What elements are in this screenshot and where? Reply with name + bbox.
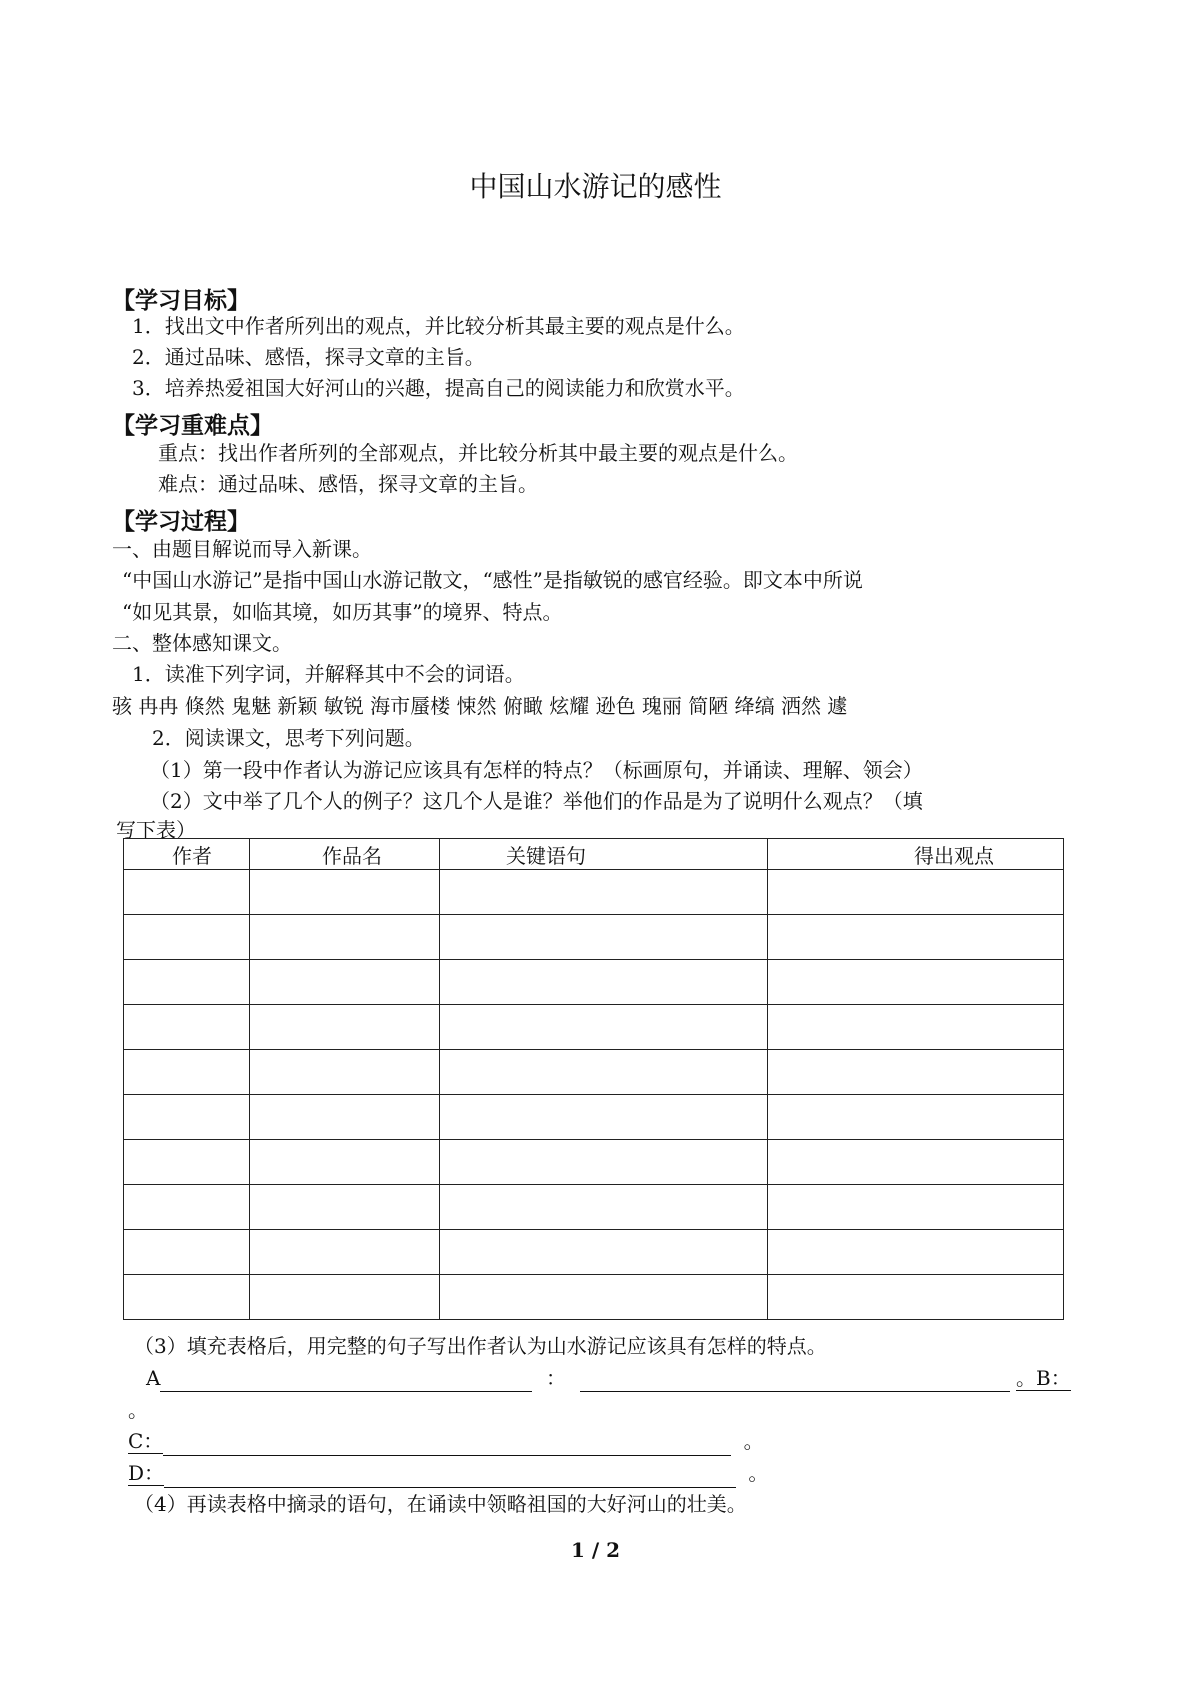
answer-line-a-continued: [580, 1364, 1010, 1392]
table-cell[interactable]: [124, 1185, 250, 1230]
answer-b-label-text: 。B：: [1016, 1366, 1071, 1390]
table-cell[interactable]: [768, 1140, 1064, 1185]
difficult-point: 难点：通过品味、感悟，探寻文章的主旨。: [158, 472, 538, 496]
table-cell[interactable]: [250, 1140, 440, 1185]
table-cell[interactable]: [250, 1230, 440, 1275]
table-header-row: [124, 839, 1064, 870]
process-step-2: 二、整体感知课文。: [112, 631, 292, 655]
table-cell[interactable]: [250, 1050, 440, 1095]
table-cell[interactable]: [440, 1275, 768, 1320]
goal-item-2: 2．通过品味、感悟，探寻文章的主旨。: [132, 345, 485, 369]
vocab-instruction: 1．读准下列字词，并解释其中不会的词语。: [132, 662, 525, 686]
table-row: [124, 1230, 1064, 1275]
table-cell[interactable]: [768, 1230, 1064, 1275]
table-cell[interactable]: [440, 915, 768, 960]
answer-a-colon: ：: [546, 1366, 566, 1390]
table-cell[interactable]: [440, 1230, 768, 1275]
table-row: [124, 1050, 1064, 1095]
table-cell[interactable]: [250, 1185, 440, 1230]
table-cell[interactable]: [768, 960, 1064, 1005]
table-cell[interactable]: [768, 1050, 1064, 1095]
table-cell[interactable]: [440, 1140, 768, 1185]
table-cell[interactable]: [440, 960, 768, 1005]
answer-a-label: A: [146, 1366, 161, 1390]
key-point: 重点：找出作者所列的全部观点，并比较分析其中最主要的观点是什么。: [158, 441, 798, 465]
answer-line-c: [128, 1427, 764, 1456]
answer-a-blank[interactable]: [160, 1369, 532, 1392]
table-cell[interactable]: [250, 870, 440, 915]
vocab-list: 骇 冉冉 倏然 鬼魅 新颖 敏锐 海市蜃楼 悚然 俯瞰 炫耀 逊色 瑰丽 简陋 绛缟 洒然 遽: [112, 694, 848, 718]
table-cell[interactable]: [250, 1275, 440, 1320]
table-cell[interactable]: [124, 960, 250, 1005]
table-cell[interactable]: [124, 1230, 250, 1275]
question-2-line-2: 写下表）: [116, 818, 196, 842]
page-title: 中国山水游记的感性: [469, 170, 722, 203]
goal-item-3: 3．培养热爱祖国大好河山的兴趣，提高自己的阅读能力和欣赏水平。: [132, 376, 745, 400]
answer-c-blank[interactable]: [163, 1433, 731, 1456]
table-cell[interactable]: [250, 960, 440, 1005]
table-cell[interactable]: [250, 1005, 440, 1050]
answer-d-end: 。: [748, 1461, 769, 1485]
table-row: [124, 1095, 1064, 1140]
key-points-heading: 【学习重难点】: [112, 413, 273, 439]
process-step-1: 一、由题目解说而导入新课。: [112, 537, 372, 561]
table-cell[interactable]: [124, 870, 250, 915]
table-cell[interactable]: [440, 1005, 768, 1050]
column-header: [124, 839, 250, 870]
table-cell[interactable]: [124, 1140, 250, 1185]
table-cell[interactable]: [124, 1050, 250, 1095]
header-author: 作者: [172, 843, 212, 868]
table-row: [124, 1185, 1064, 1230]
question-1: （1）第一段中作者认为游记应该具有怎样的特点？（标画原句，并诵读、理解、领会）: [150, 758, 923, 782]
reading-instruction: 2．阅读课文，思考下列问题。: [152, 726, 425, 750]
table-cell[interactable]: [440, 1185, 768, 1230]
answer-table: [123, 838, 1064, 1320]
column-header: [440, 839, 768, 870]
process-intro-line-2: “如见其景，如临其境，如历其事”的境界、特点。: [122, 600, 563, 624]
question-2-line-1: （2）文中举了几个人的例子？这几个人是谁？举他们的作品是为了说明什么观点？（填: [150, 789, 923, 813]
header-key-sentence: 关键语句: [506, 843, 586, 868]
question-4: （4）再读表格中摘录的语句，在诵读中领略祖国的大好河山的壮美。: [134, 1492, 747, 1516]
answer-line-d: [128, 1459, 768, 1488]
table-row: [124, 1275, 1064, 1320]
process-intro-line-1: “中国山水游记”是指中国山水游记散文，“感性”是指敏锐的感官经验。即文本中所说: [122, 568, 863, 592]
table-cell[interactable]: [124, 1095, 250, 1140]
goal-item-1: 1．找出文中作者所列出的观点，并比较分析其最主要的观点是什么。: [132, 314, 745, 338]
answer-b-label: [1016, 1364, 1071, 1392]
table-row: [124, 1005, 1064, 1050]
table-row: [124, 870, 1064, 915]
process-heading: 【学习过程】: [112, 509, 250, 535]
table-row: [124, 960, 1064, 1005]
column-header: [768, 839, 1064, 870]
table-row: [124, 915, 1064, 960]
header-work: 作品名: [322, 843, 382, 868]
answer-c-end: 。: [743, 1429, 764, 1453]
table-row: [124, 1140, 1064, 1185]
goals-heading: 【学习目标】: [112, 288, 250, 314]
question-3: （3）填充表格后，用完整的句子写出作者认为山水游记应该具有怎样的特点。: [134, 1334, 827, 1358]
answer-line-a: [146, 1364, 532, 1392]
table-cell[interactable]: [124, 1005, 250, 1050]
table-cell[interactable]: [768, 1185, 1064, 1230]
header-viewpoint: 得出观点: [914, 843, 994, 868]
table-cell[interactable]: [768, 1275, 1064, 1320]
table-cell[interactable]: [768, 1005, 1064, 1050]
table-cell[interactable]: [768, 1095, 1064, 1140]
answer-d-label: D：: [128, 1461, 165, 1485]
table-cell[interactable]: [768, 915, 1064, 960]
table-cell[interactable]: [768, 870, 1064, 915]
table-cell[interactable]: [124, 915, 250, 960]
answer-c-label: C：: [128, 1429, 164, 1453]
table-cell[interactable]: [250, 915, 440, 960]
answer-b-end: 。: [128, 1398, 148, 1422]
page-number: 1 / 2: [570, 1538, 621, 1562]
table-cell[interactable]: [440, 1095, 768, 1140]
table-cell[interactable]: [250, 1095, 440, 1140]
answer-d-blank[interactable]: [164, 1465, 736, 1488]
table-cell[interactable]: [440, 1050, 768, 1095]
column-header: [250, 839, 440, 870]
table-cell[interactable]: [124, 1275, 250, 1320]
table-cell[interactable]: [440, 870, 768, 915]
answer-a-blank-2[interactable]: [580, 1369, 1010, 1392]
